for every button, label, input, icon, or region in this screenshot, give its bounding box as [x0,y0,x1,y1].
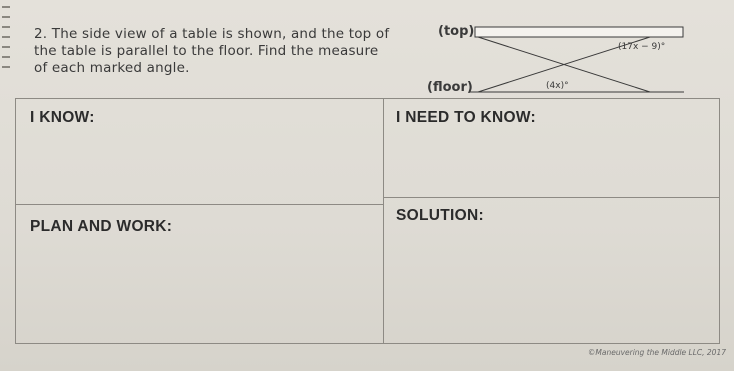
problem-statement [34,26,424,77]
problem-line-1: 2. The side view of a table is shown, and the top of [34,26,390,42]
worksheet-grid [15,98,720,344]
solution-heading: SOLUTION: [396,207,484,224]
solution-box [384,198,719,343]
problem-line-3: of each marked angle. [34,60,190,76]
know-box [16,99,384,205]
angle-label-bottom: (4x)° [546,81,569,91]
problem-line-2: the table is parallel to the floor. Find the measure [34,43,379,59]
know-heading: I KNOW: [30,109,95,126]
need-heading: I NEED TO KNOW: [396,109,536,126]
plan-heading: PLAN AND WORK: [30,218,173,235]
problem-number: 2. [34,26,48,42]
binding-edge [0,0,14,80]
top-label: (top) [438,24,475,39]
floor-label: (floor) [427,80,473,95]
table-top-rect [475,27,683,37]
angle-label-top: (17x − 9)° [618,42,666,52]
table-side-view-diagram [470,22,690,98]
need-to-know-box [384,99,719,198]
copyright-notice: ©Maneuvering the Middle LLC, 2017 [587,348,726,357]
plan-and-work-box [16,205,384,343]
